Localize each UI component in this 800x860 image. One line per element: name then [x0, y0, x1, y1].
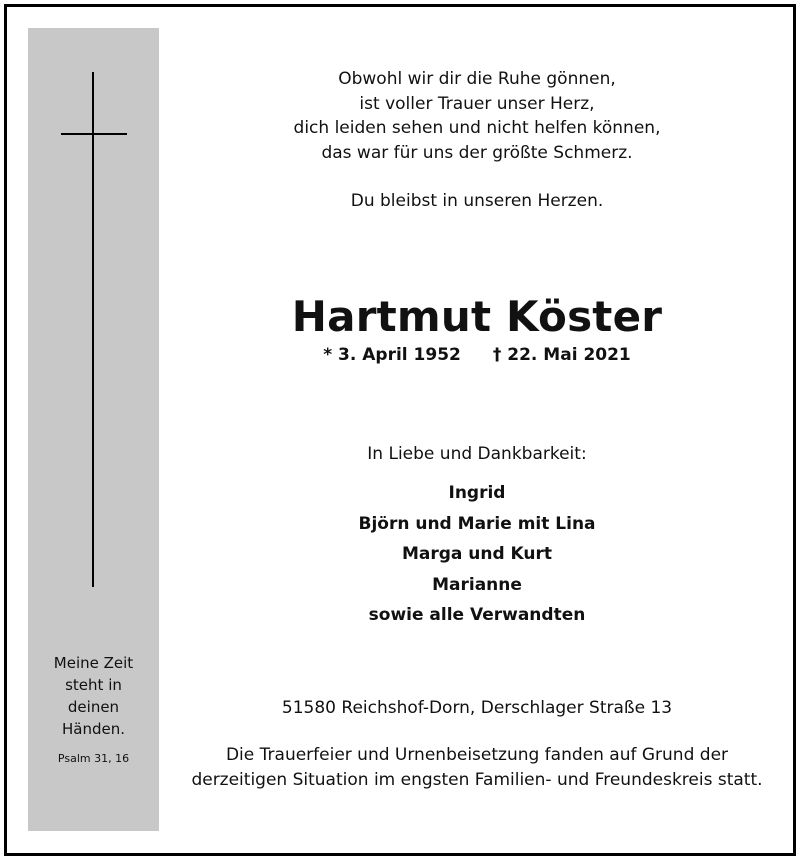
poem-line: dich leiden sehen und nicht helfen können, [293, 118, 661, 138]
psalm-quote-line: Händen. [61, 720, 125, 738]
cross-icon-horizontal-bar [61, 133, 127, 135]
mourner-name: Marianne [432, 574, 522, 595]
deceased-name: Hartmut Köster [291, 292, 663, 341]
life-dates [190, 342, 764, 368]
funeral-notice [190, 743, 764, 793]
psalm-quote-line: deinen [67, 698, 120, 716]
cross-icon-vertical-bar [92, 72, 94, 587]
poem [190, 67, 764, 165]
death-date: † 22. Mai 2021 [492, 345, 631, 365]
mourner-name: sowie alle Verwandten [368, 605, 586, 625]
psalm-quote-line: Meine Zeit [53, 654, 134, 672]
poem-closing: Du bleibst in unseren Herzen. [350, 191, 604, 211]
psalm-quote-line: steht in [65, 676, 122, 694]
address: 51580 Reichshof-Dorn, Derschlager Straße 13 [281, 698, 673, 718]
psalm-reference: Psalm 31, 16 [57, 752, 130, 765]
birth-date: * 3. April 1952 [323, 345, 461, 365]
mourner-name: Ingrid [448, 483, 506, 503]
poem-line: Obwohl wir dir die Ruhe gönnen, [338, 69, 616, 89]
mourners-intro: In Liebe und Dankbarkeit: [367, 444, 587, 464]
psalm-quote [28, 652, 159, 740]
poem-line: das war für uns der größte Schmerz. [321, 142, 633, 163]
mourner-name: Björn und Marie mit Lina [358, 513, 596, 534]
mourner-name: Marga und Kurt [401, 544, 553, 564]
funeral-notice-line: derzeitigen Situation im engsten Familien- und Freundeskreis statt. [191, 770, 763, 790]
poem-line: ist voller Trauer unser Herz, [359, 93, 595, 114]
funeral-notice-line: Die Trauerfeier und Urnenbeisetzung fanden auf Grund der [225, 745, 729, 765]
mourners-list [190, 478, 764, 631]
